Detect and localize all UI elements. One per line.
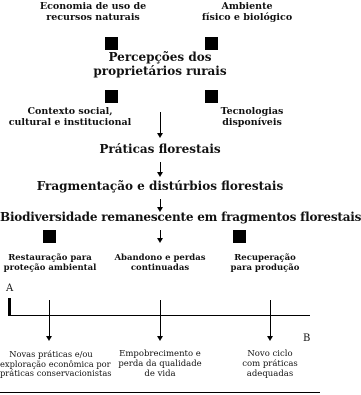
outcome-novo-ciclo	[225, 350, 315, 379]
label-tecnologias-line1: Tecnologias	[220, 106, 284, 117]
label-abandono-line1: Abandono e perdas	[114, 253, 206, 263]
label-abandono-line2: continuadas	[130, 262, 190, 273]
outcome-line: de vida	[144, 368, 176, 379]
label-economia-line2: recursos naturais	[46, 11, 140, 23]
arrow-line	[160, 300, 161, 337]
axis-end-label: B	[303, 333, 311, 344]
outcome-line: adequadas	[246, 368, 294, 379]
label-recuperacao	[215, 254, 315, 274]
arrow-head	[157, 238, 163, 243]
label-percepcoes	[60, 51, 260, 79]
arrow-line	[160, 112, 161, 134]
outcome-line: Empobrecimento e	[119, 349, 201, 359]
arrow-head	[157, 172, 163, 177]
label-abandono	[110, 254, 210, 274]
label-ambiente-line2: físico e biológico	[201, 11, 293, 23]
label-ambiente	[182, 2, 312, 24]
label-praticas: Práticas florestais	[99, 142, 221, 156]
marker-square	[105, 90, 118, 103]
label-tecnologias	[192, 107, 312, 129]
label-restauracao	[0, 254, 100, 274]
outcome-empobrecimento	[110, 350, 210, 379]
label-recuperacao-line2: para produção	[230, 262, 300, 273]
marker-square	[205, 37, 218, 50]
outcome-line: com práticas	[242, 358, 298, 369]
label-percepcoes-line1: Percepções dos	[108, 50, 212, 64]
outcome-line: Novas práticas e/ou	[9, 349, 93, 359]
outcome-line: perda da qualidade	[118, 358, 202, 369]
label-restauracao-line2: proteção ambiental	[3, 262, 97, 273]
outcome-line: exploração econômica por	[0, 358, 111, 369]
label-restauracao-line1: Restauração para	[8, 253, 92, 263]
marker-square	[205, 90, 218, 103]
label-contexto	[0, 107, 140, 129]
arrow-head	[157, 336, 163, 341]
axis-start-label: A	[6, 283, 14, 294]
arrow-line	[270, 300, 271, 337]
label-economia-line1: Economia de uso de	[39, 1, 147, 12]
arrow-head	[157, 133, 163, 138]
arrow-head	[267, 336, 273, 341]
label-tecnologias-line2: disponíveis	[222, 116, 282, 128]
label-recuperacao-line1: Recuperação	[234, 253, 296, 263]
arrow-head	[46, 336, 52, 341]
label-economia	[18, 2, 168, 24]
marker-square	[43, 230, 56, 243]
marker-square	[105, 37, 118, 50]
label-ambiente-line1: Ambiente	[221, 1, 273, 12]
outcome-line: práticas conservacionistas	[0, 368, 112, 379]
outcome-novas-praticas	[0, 349, 112, 379]
outcome-line: Novo ciclo	[247, 349, 293, 359]
label-biodiversidade: Biodiversidade remanescente em fragmentos florestais	[0, 210, 361, 224]
label-percepcoes-line2: proprietários rurais	[93, 63, 227, 78]
label-contexto-line1: Contexto social,	[27, 106, 113, 117]
label-fragmentacao: Fragmentação e distúrbios florestais	[36, 179, 284, 193]
bottom-rule	[0, 392, 320, 393]
label-contexto-line2: cultural e institucional	[8, 116, 132, 128]
axis-start-bar	[8, 298, 11, 316]
arrow-line	[49, 300, 50, 337]
marker-square	[233, 230, 246, 243]
